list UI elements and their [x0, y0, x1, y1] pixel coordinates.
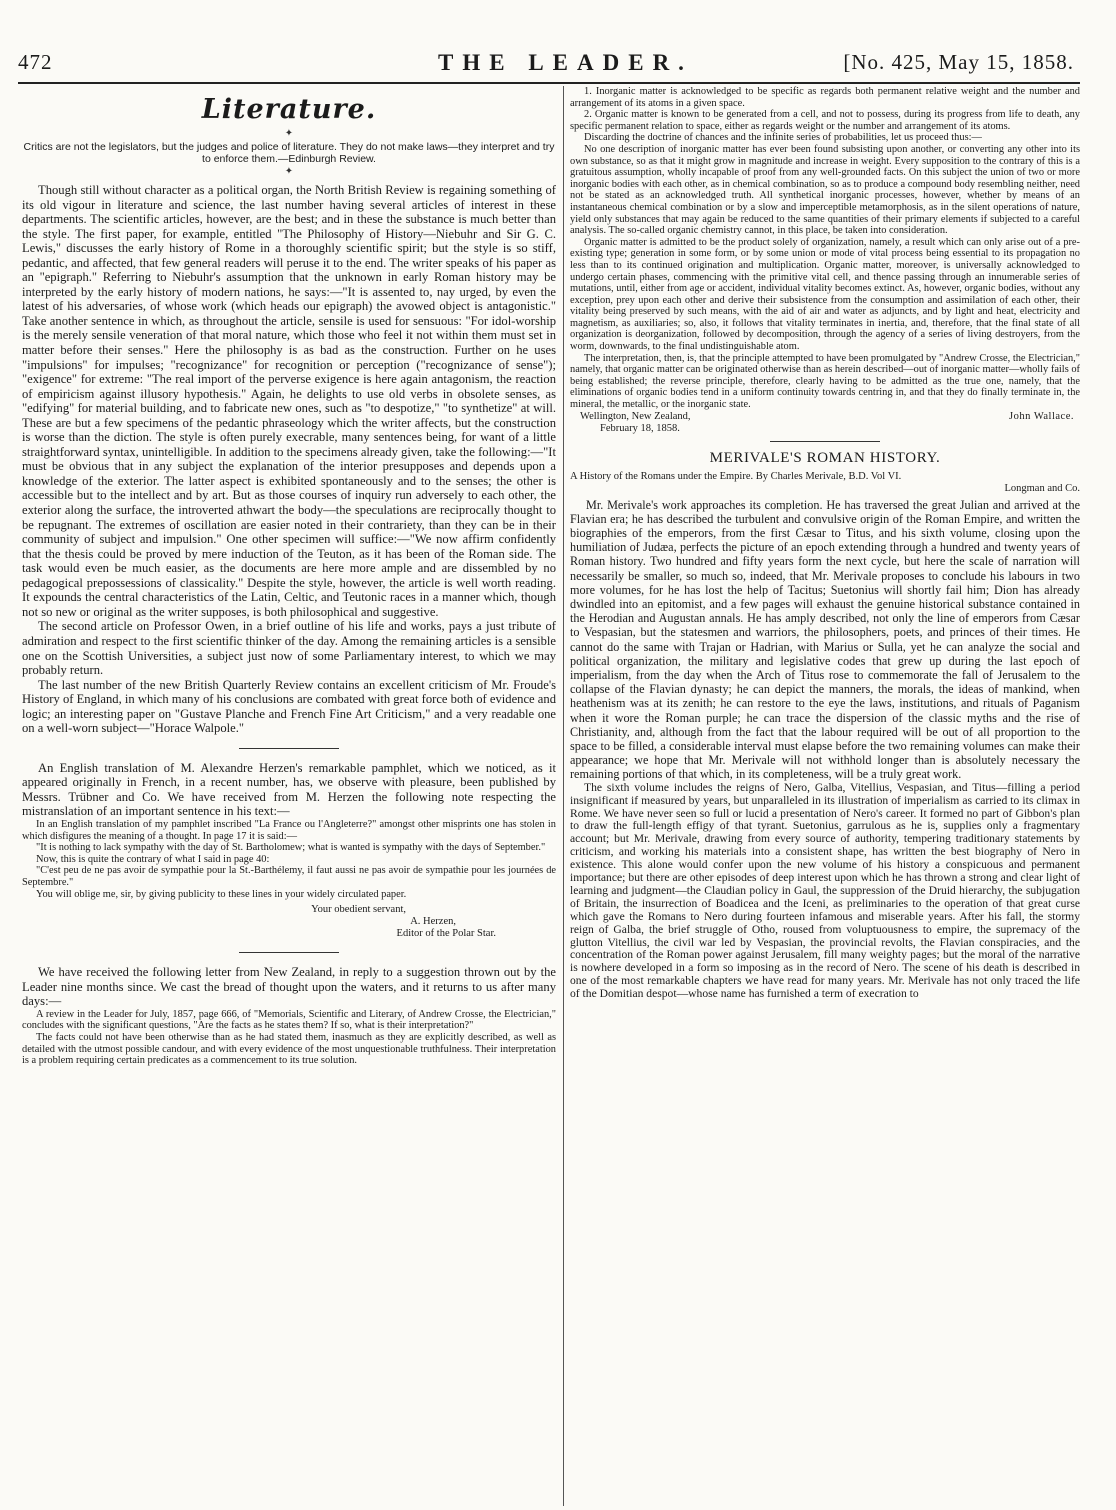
review-title: MERIVALE'S ROMAN HISTORY.	[709, 449, 941, 466]
letter-signature-row	[570, 411, 1080, 423]
paragraph: Though still without character as a political organ, the North British Review is regaining something of its old vigour in literature and science, the last number having several articles of interest in these departments. The scientific articles, however, are the best; and in these the substance is much better than the style. The first paper, for example, entitled "The Philosophy of History—Niebuhr and Sir G. C. Lewis," discusses the early history of Rome in a thoroughly scientific spirit; but the style is so stiff, pedantic, and affected, that few general readers will peruse it to the end. The writer speaks of his paper as an "epigraph." Referring to Niebuhr's assumption that the unknown in early Roman history may be interpreted by the early history of modern nations, he says:—"It is assented to, nay urged, by even the latest of his adversaries, of whose work (which heads our epigraph) the avowed object is antagonistic." Take another sentence in which, as throughout the article, sensile is used for sensuous: "For idol-worship is the merely sensile veneration of that moral nature, which those who feel it not within them must set in matter before their senses." Here the philosophy is as bad as the construction. Further on he uses "impulsions" for impulses; "recognizance" for recognition or perception ("recognizance of sense"); "exigence" for extreme: "The real import of the perverse exigence is here again antagonism, the reaction of empiricism against illusory hypothesis." Again, he delights to use old verbs in obsolete senses, as "edifying" for material building, and to fabricate new ones, such as "to despotize," "to synthetize" at will. These are but a few specimens of the pedantic phraseology which the writer affects, but the construction is worse than the diction. The style is often purely execrable, many sentences being, for want of a little straightforward syntax, unintelligible. In addition to the specimens already given, take the following:—"It must be obvious that in any subject the explanation of the interior presupposes and depends upon a knowledge of the exterior. The latter aspect is exhibited spontaneously and to the senses; the other is accessible but to the intellect and by art. But as those courses of inquiry run adversely to each other, the exterior along the surface, the introverted athwart the body—the speculations are reciprocally thought to be repugnant. The extremes of oscillation are easier noted in their contrariety, than they can be in their community of subject and impulsion." One other specimen will suffice:—"We now affirm confidently that the thesis could be proved by mere induction of the Teuton, as it has been of the Roman side. The task would even be much easier, as the documents are here more ample and are dissembled by no pedagogical prepossessions of classicality." Despite the style, however, the article is well worth reading. It expounds the central characteristics of the Latin, Celtic, and Teutonic races in a manner which, though not so new or original as the writer supposes, is both philosophical and suggestive.	[22, 183, 556, 619]
letter-paragraph: 1. Inorganic matter is acknowledged to be specific as regards both permanent relative weight and the number and arrangement of its atoms in a given space.	[570, 86, 1080, 109]
paragraph: The second article on Professor Owen, in a brief outline of his life and works, pays a just tribute of admiration and respect to the first scientific thinker of the day. Among the remaining articles is a sensible one on the Scottish Universities, a subject just now of some Parliamentary interest, to which we may probably return.	[22, 619, 556, 678]
publisher: Longman and Co.	[1004, 482, 1080, 494]
letter-paragraph: A review in the Leader for July, 1857, page 666, of "Memorials, Scientific and Literary, of Andrew Crosse, the Electrician," concludes with the significant questions, "Are the facts as he states them? If so, what is their interpretation?"	[22, 1008, 556, 1032]
paragraph: An English translation of M. Alexandre Herzen's remarkable pamphlet, which we noticed, as it appeared originally in French, in a recent number, has, we observe with pleasure, been published by Messrs. Trübner and Co. We have received from M. Herzen the following note respecting the mistranslation of an important sentence in his text:—	[22, 760, 556, 819]
newspaper-title: THE LEADER.	[438, 50, 693, 75]
paragraph: The last number of the new British Quarterly Review contains an excellent criticism of Mr. Froude's History of England, in which many of his conclusions are combated with great force both of evidence and logic; an interesting paper on "Gustave Planche and French Fine Art Criticism," and a very readable one on a well-worn subject—"Horace Walpole."	[22, 677, 556, 736]
book-info: A History of the Romans under the Empire. By Charles Merivale, B.D. Vol VI.	[570, 470, 902, 482]
left-column	[22, 86, 556, 1506]
letter-paragraph: The interpretation, then, is, that the principle attempted to have been promulgated by "Andrew Crosse, the Electrician," namely, that organic matter can be originated otherwise than as herein described—out of inorganic matter—wholly fails of being established; the reverse principle, therefore, clearly having to be admitted as the true one, namely, that the eliminations of organic bodies tend in a uniform continuity towards centring in, and that they do finally terminate in, the mineral, the metallic, or the inorganic state.	[570, 352, 1080, 411]
issue-info: [No. 425, May 15, 1858.	[843, 50, 1074, 74]
paragraph: Mr. Merivale's work approaches its completion. He has traversed the great Julian and arrived at the Flavian era; he has described the turbulent and convulsive origin of the Roman Empire, and written the biographies of the emperors, from the first Cæsar to Titus, and his sixth volume, closing upon the humiliation of Judæa, perfects the picture of an epoch extending through a hundred and twenty years of Roman history. Two hundred and fifty years form the next cycle, but here the scale of narration will necessarily be smaller, so much so, indeed, that Mr. Merivale proposes to conclude his labours in two more volumes, for he has lost the help of Tacitus; Suetonius will shortly fail him; Dion has already dwindled into an epitomist, and a few pages will exhaust the genuine historical substance contained in the Herodian and Augustan annals. He has amply described, not only the line of emperors from Cæsar to Vespasian, but the statesmen and warriors, the philosophers, poets, and princes of their times. He cannot do the same with Trajan or Hadrian, with Marius or Sulla, yet he can analyze the social and political organization, the military and legislative codes that grew up during the last epoch of imperialism, from the day when the Arch of Titus rose to commemorate the fall of Jerusalem to the collapse of the Flavian dynasty; he can depict the manners, the morals, the ideas of mankind, when heathenism was at its zenith; he can restore to the eye the laws, institutions, and rituals of Paganism when it wore the Roman purple; he can trace the dispersion of the classic myths and the rise of Christianity, and, although from the fact that the labour required will be out of all proportion to the space to be filled, a considerable interval must elapse before the two remaining volumes can make their appearance; we hope that Mr. Merivale will not withhold longer than is absolutely necessary the remaining portions of that which, in its completeness, will be a truly great work.	[570, 497, 1080, 782]
column-divider	[563, 86, 564, 1506]
letter-signer: John Wallace.	[1009, 410, 1074, 422]
right-column	[570, 86, 1080, 1506]
ornament-icon: ✦	[284, 128, 294, 139]
section-separator	[239, 748, 339, 749]
letter-closing: Your obedient servant,	[311, 904, 406, 916]
letter-signer-title: Editor of the Polar Star.	[396, 928, 496, 940]
letter-place: Wellington, New Zealand,	[580, 410, 691, 422]
letter-signer: A. Herzen,	[410, 916, 456, 928]
paragraph: We have received the following letter from New Zealand, in reply to a suggestion thrown out by the Leader nine months since. We cast the bread of thought upon the waters, and it returns to us after many days:—	[22, 965, 556, 1009]
section-separator	[239, 952, 339, 953]
letter-paragraph: You will oblige me, sir, by giving publicity to these lines in your widely circulated paper.	[36, 888, 407, 900]
letter-paragraph: Discarding the doctrine of chances and the infinite series of probabilities, let us proceed thus:—	[584, 132, 982, 144]
letter-paragraph: The facts could not have been otherwise than as he had stated them, inasmuch as they are explicitly described, as well as detailed with the utmost possible candour, and with every evidence of the most unquestionable truthfulness. Their interpretation is a problem requiring certain predicates as a commencement to its true solution.	[22, 1031, 556, 1067]
literature-heading: Literature.	[201, 94, 377, 125]
letter-paragraph: Organic matter is admitted to be the product solely of organization, namely, a result which can only arise out of a pre-existing type; generation in some form, or by some union or mode of vital process being essential to its propagation no less than to its continued origination and multiplication. Organic matter, moreover, is universally acknowledged to undergo certain phases, commencing with the primitive vital cell, and thence passing through an innumerable series of mutations, until, either from age or accident, individual vitality becomes extinct. As, however, organic bodies, without any exception, prey upon each other and derive their subsistence from the consumption and assimilation of each other, their vitality being preserved by such means, with the aid of air and water as adjuncts, and by light and heat, electricity and magnetism, as auxiliaries; so, also, it follows that vitality terminates in inertia, and, therefore, that the final state of all organization is deorganization, followed by decomposition, through the agency of a series of living destroyers, from the worm, downwards, to the final undistinguishable atom.	[570, 236, 1080, 353]
letter-paragraph: 2. Organic matter is known to be generated from a cell, and not to possess, during its progress from life to death, any specific permanent relation to space, either as regards weight or the number and arrangement of its atoms.	[570, 109, 1080, 132]
page-number: 472	[18, 50, 53, 74]
paragraph: The sixth volume includes the reigns of Nero, Galba, Vitellius, Vespasian, and Titus—filling a period insignificant if measured by years, but unparalleled in its illustration of imperialism as carried to its climax in Rome. We have never seen so full or lucid a presentation of Nero's career. It formed no part of Gibbon's plan to draw the full-length effigy of that tyrant. Suetonius, garrulous as he is, supplies only a fragmentary account; but Mr. Merivale, drawing from every source of authority, tempering traditionary statements by criticism, and working his materials into a consistent shape, has written the best biography of Nero in existence. This alone would confer upon the new volume of his history a conspicuous and permanent importance; but there are other episodes of deep interest upon which he has thrown a strong and clear light of learning and judgment—the Claudian policy in Gaul, the suppression of the Druid hierarchy, the subjugation of Britain, the insurrection of Boadicea and the Iceni, as preliminaries to the operation of that great curse which gave the Romans to Nero during fourteen infamous and miserable years. After his fall, the stormy reign of Galba, the brief struggle of Otho, roused from voluptuousness to empire, the supremacy of the glutton Vitellius, the civil war led by Vespasian, the provincial revolts, the Flavian conspiracies, and the concentration of the Roman power against Jerusalem, fill many weighty pages; but the moral of the narrative is nowhere developed in a form so imposing as in the record of Nero. The scene of his death is described in one of the most remarkable chapters we have read for many years. Mr. Merivale has not only traced the life of the Domitian despot—whose name has furnished a term of execration to	[570, 780, 1080, 1001]
masthead-rule	[18, 82, 1080, 84]
letter-paragraph: In an English translation of my pamphlet inscribed "La France ou l'Angleterre?" amongst other misprints one has stolen in which disfigures the meaning of a thought. In page 17 it is said:—	[22, 818, 556, 842]
letter-paragraph: Now, this is quite the contrary of what I said in page 40:	[36, 853, 270, 865]
masthead	[18, 50, 1074, 82]
letter-paragraph: "It is nothing to lack sympathy with the day of St. Bartholomew; what is wanted is sympathy with the days of September."	[36, 842, 546, 854]
letter-date: February 18, 1858.	[600, 422, 680, 434]
letter-paragraph: "C'est peu de ne pas avoir de sympathie pour la St.-Barthélemy, il faut aussi ne pas avoir de sympathie pour les journées de Septembre."	[22, 865, 556, 888]
literature-epigraph: Critics are not the legislators, but the judges and police of literature. They do not make laws—they interpret and try to enforce them.—Edinburgh Review.	[23, 141, 555, 165]
letter-paragraph: No one description of inorganic matter has ever been found subsisting upon another, or converting any other into its own substance, so as that it might grow in magnitude and increase in weight. Every supposition to the contrary of this is a gratuitous assumption, wholly incapable of proof from any well-grounded facts. On this subject the union of two or more inorganic bodies with each other, as in chemical combination, so as to produce a compound body resembling neither, need not be stated as an acknowledged truth. All synthetical inorganic processes, however, whether by means of an instantaneous chemical combination or by a slow and imperceptible metamorphosis, as in the silent operations of nature, yield only substances that may again be reduced to the same quantities of their primary elements if subjected to a careful analysis. The so-called organic chemistry cannot, in this place, be taken into consideration.	[570, 143, 1080, 237]
ornament-icon: ✦	[284, 166, 294, 177]
section-separator	[770, 441, 880, 442]
